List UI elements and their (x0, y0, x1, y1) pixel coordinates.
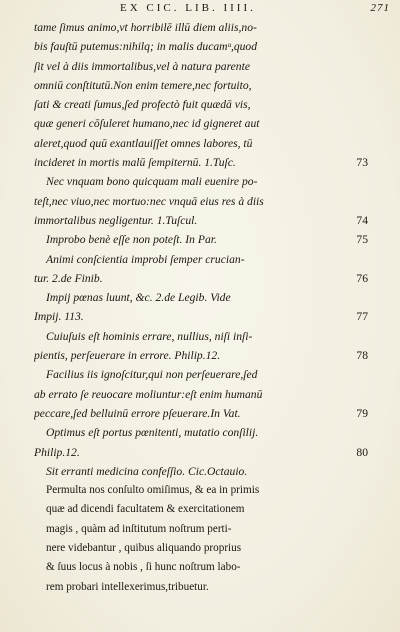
text-line (34, 114, 374, 133)
text-line (34, 192, 374, 211)
line-text: quæ ad dicendi facultatem & exercitationem (46, 503, 245, 516)
line-text: ſati & creati ſumus,ſed profectò fuit quædā vis, (34, 98, 251, 112)
text-line (34, 76, 374, 95)
sentence-number: 74 (356, 213, 368, 227)
sentence-number: 77 (356, 310, 368, 324)
line-text: Philip.12. (34, 445, 80, 459)
line-text: Impij pœnas luunt, &c. 2.de Legib. Vide (46, 291, 231, 305)
sentence-number: 75 (356, 233, 368, 247)
line-text: & ſuus locus à nobis , ſi hunc noſtrum labo- (46, 561, 241, 574)
line-text: Improbo benè eſſe non poteſt. In Par. (46, 233, 217, 247)
sentence-number: 78 (356, 349, 368, 363)
running-title: EX CIC. LIB. IIII. (120, 2, 256, 14)
line-text: Cuiuſuis eſt hominis errare, nullius, niſi inſi- (46, 329, 253, 343)
line-text: pientis, perſeuerare in errore. Philip.12. (34, 349, 221, 363)
page-header (60, 2, 390, 16)
text-line (34, 172, 374, 191)
line-text: teſt,nec viuo,nec mortuo:nec vnquā eius res à diis (34, 194, 264, 208)
line-text: Sit erranti medicina confeſſio. Cic.Octauio. (46, 464, 248, 478)
text-line (34, 95, 374, 114)
line-text: Animi conſcientia improbi ſemper crucian- (46, 252, 245, 266)
line-text: omniū conſtitutū.Non enim temere,nec fortuito, (34, 78, 252, 92)
text-line (34, 307, 374, 326)
text-line (34, 288, 374, 307)
line-text: rem probari intellexerimus,tribuetur. (46, 580, 209, 593)
line-text: immortalibus negligentur. 1.Tuſcul. (34, 213, 198, 227)
line-text: ſit vel à diis immortalibus,vel à natura parente (34, 59, 250, 73)
line-text: aleret,quod quū exantlauiſſet omnes labores, tū (34, 136, 253, 150)
page-number: 271 (370, 2, 390, 14)
line-text: nere videbantur , quibus aliquando proprius (46, 542, 242, 555)
text-line (34, 462, 374, 481)
line-text: Facilius iis ignoſcitur,qui non perſeuerare,ſed (46, 368, 258, 382)
text-line (34, 346, 374, 365)
text-line (34, 539, 374, 558)
text-line (34, 37, 374, 56)
sentence-number: 80 (356, 445, 368, 459)
line-text: tame ſimus animo,vt horribilē illū diem aliis,no- (34, 21, 257, 34)
text-line (34, 269, 374, 288)
body-text (34, 18, 374, 597)
text-line (34, 365, 374, 384)
text-line (34, 500, 374, 519)
text-line (34, 153, 374, 172)
text-line (34, 481, 374, 500)
text-line (34, 327, 374, 346)
text-line (34, 18, 374, 37)
text-line (34, 558, 374, 577)
text-line (34, 578, 374, 597)
text-line (34, 385, 374, 404)
line-text: magis , quàm ad inſtitutum noſtrum perti- (46, 522, 232, 535)
text-line (34, 423, 374, 442)
line-text: peccare,ſed belluinū errore pſeuerare.In Vat. (34, 406, 241, 420)
sentence-number: 73 (356, 156, 368, 170)
text-line (34, 211, 374, 230)
line-text: bis fauſtū putemus:nihilq; in malis ducamᵘ,quod (34, 40, 258, 54)
line-text: quæ generi cōſuleret humano,nec id gigneret aut (34, 117, 260, 131)
text-line (34, 134, 374, 153)
line-text: tur. 2.de Finib. (34, 271, 103, 285)
line-text: Optimus eſt portus pœnitenti, mutatio conſilij. (46, 426, 259, 440)
text-line (34, 230, 374, 249)
sentence-number: 76 (356, 271, 368, 285)
text-line (34, 443, 374, 462)
text-line (34, 250, 374, 269)
line-text: Impij. 113. (34, 310, 84, 324)
sentence-number: 79 (356, 406, 368, 420)
text-line (34, 520, 374, 539)
text-line (34, 404, 374, 423)
line-text: ab errato ſe reuocare moliuntur:eſt enim humanū (34, 387, 263, 401)
line-text: Nec vnquam bono quicquam mali euenire po- (46, 175, 258, 189)
line-text: Permulta nos conſulto omiſimus, & ea in primis (46, 484, 260, 497)
line-text: incideret in mortis malū ſempiternū. 1.Tuſc. (34, 156, 236, 170)
text-line (34, 57, 374, 76)
